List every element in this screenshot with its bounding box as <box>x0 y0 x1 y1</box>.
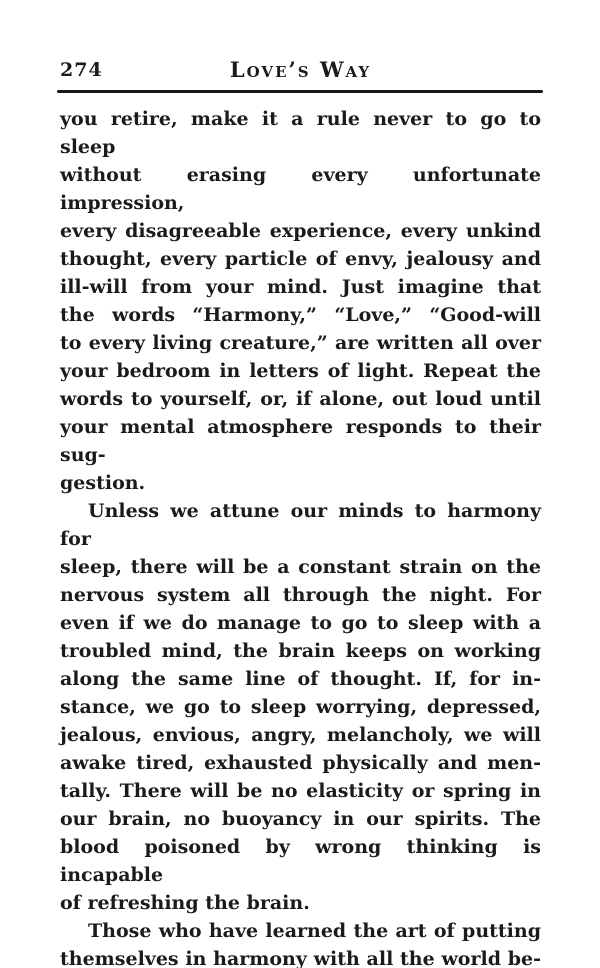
text-line: blood poisoned by wrong thinking is incapable <box>60 836 541 886</box>
text-line: to every living creature,” are written all over <box>60 332 541 354</box>
text-line: themselves in harmony with all the world be- <box>60 948 541 968</box>
text-line: you retire, make it a rule never to go to sleep <box>60 108 541 158</box>
text-line: the words “Harmony,” “Love,” “Good-will <box>60 304 541 326</box>
text-line: jealous, envious, angry, melancholy, we will <box>60 724 541 746</box>
text-line: tally. There will be no elasticity or spring in <box>60 780 541 802</box>
text-line: Unless we attune our minds to harmony for <box>60 500 541 550</box>
text-line: without erasing every unfortunate impression, <box>60 164 541 214</box>
page-number: 274 <box>60 59 103 81</box>
text-line: troubled mind, the brain keeps on working <box>60 640 541 662</box>
text-line: your bedroom in letters of light. Repeat the <box>60 360 541 382</box>
text-line: along the same line of thought. If, for in- <box>60 668 541 690</box>
text-line: stance, we go to sleep worrying, depressed, <box>60 696 541 718</box>
text-line: Those who have learned the art of putting <box>88 920 541 942</box>
text-line: of refreshing the brain. <box>60 892 310 914</box>
running-title: Love’s Way <box>229 57 372 82</box>
text-line: our brain, no buoyancy in our spirits. The <box>60 808 541 830</box>
text-line: your mental atmosphere responds to their sug- <box>60 416 541 466</box>
text-line: awake tired, exhausted physically and men- <box>60 752 541 774</box>
text-line: every disagreeable experience, every unkind <box>60 220 541 242</box>
text-line: gestion. <box>60 472 146 494</box>
text-line: sleep, there will be a constant strain on the <box>60 556 541 578</box>
text-line: thought, every particle of envy, jealousy and <box>60 248 541 270</box>
text-line: words to yourself, or, if alone, out loud until <box>60 388 541 410</box>
page-header <box>60 57 541 83</box>
text-line: nervous system all through the night. For <box>60 584 541 606</box>
header-rule <box>57 90 543 93</box>
text-line: ill-will from your mind. Just imagine that <box>60 276 541 298</box>
text-line: even if we do manage to go to sleep with a <box>60 612 541 634</box>
page-body <box>60 105 541 968</box>
